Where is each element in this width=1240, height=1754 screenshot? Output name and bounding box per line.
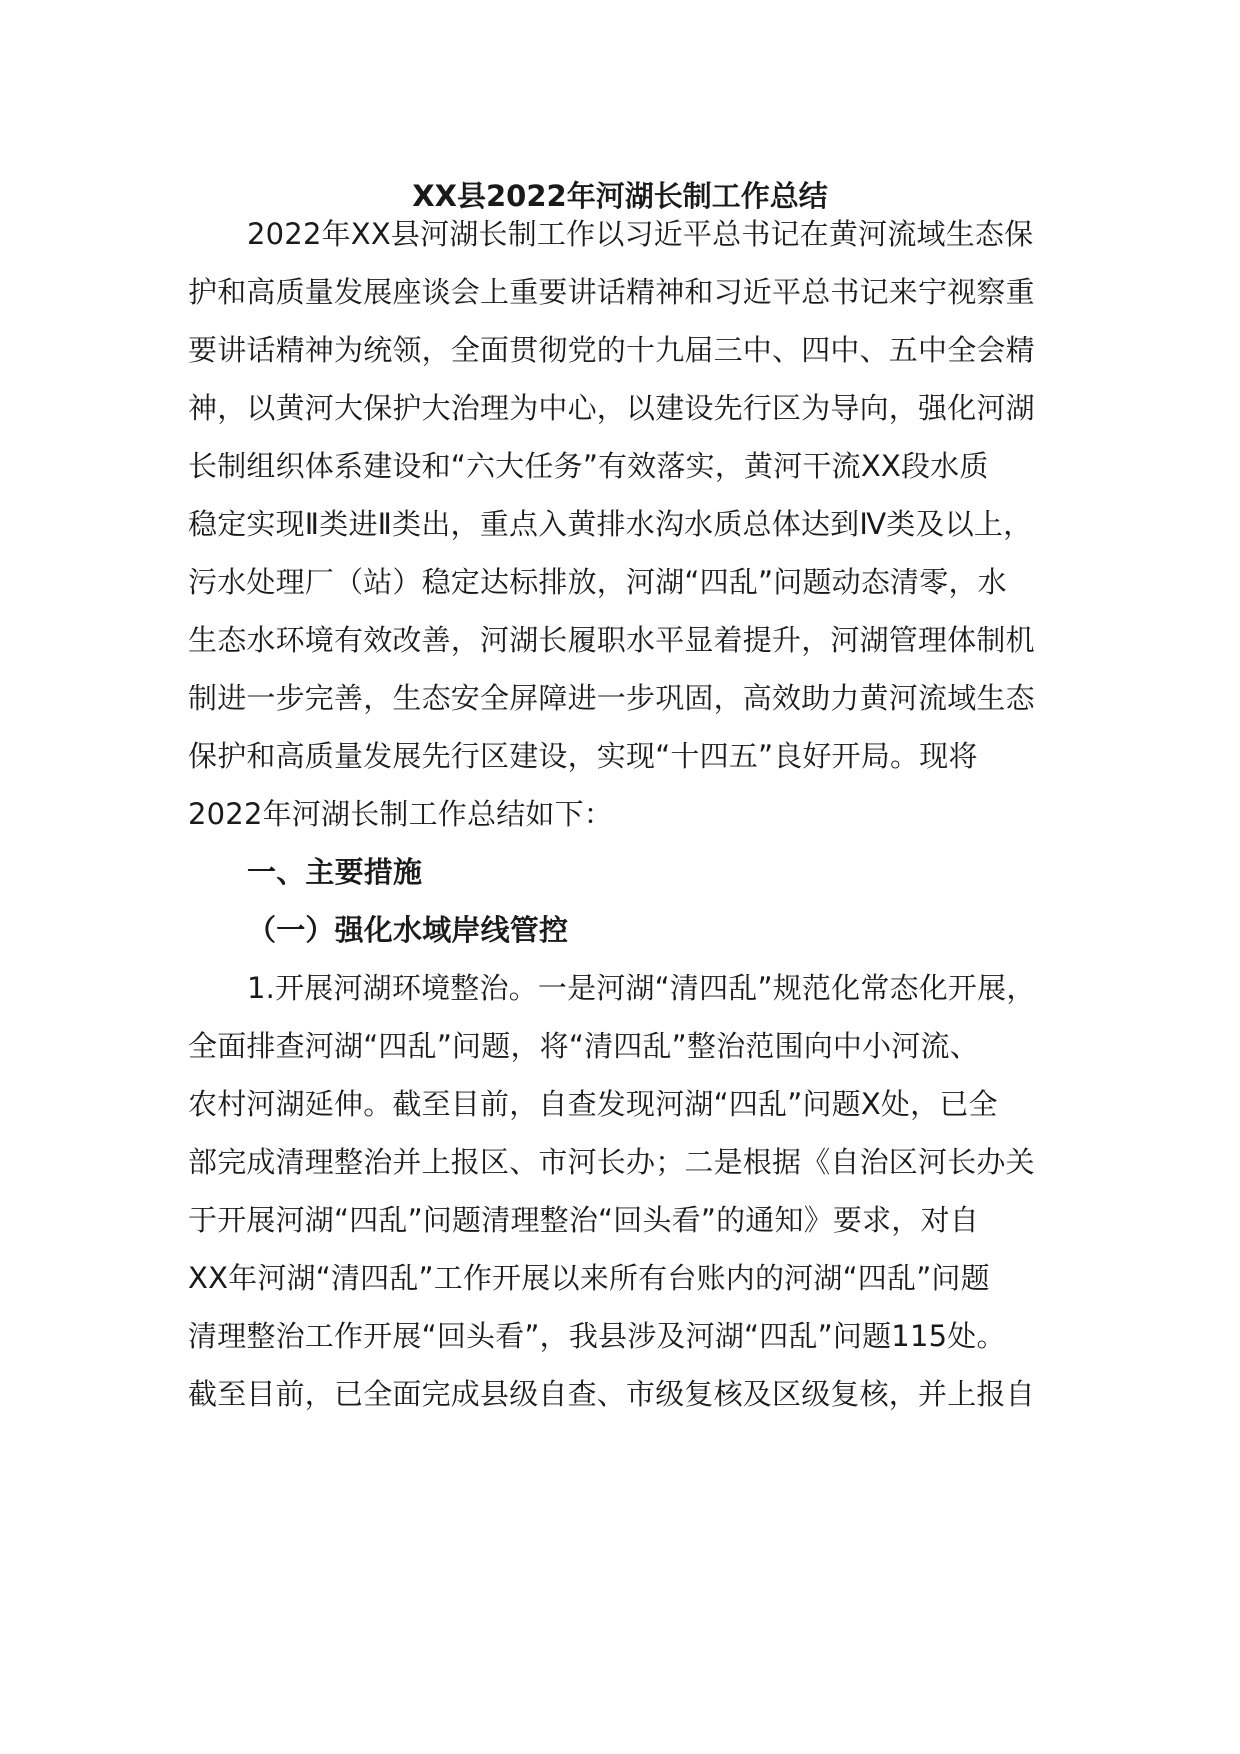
paragraph-line: 农村河湖延伸。截至目前，自查发现河湖“四乱”问题X处，已全	[188, 1087, 998, 1121]
document-title: XX县2022年河湖长制工作总结	[412, 179, 828, 213]
paragraph-line: 稳定实现Ⅱ类进Ⅱ类出，重点入黄排水沟水质总体达到Ⅳ类及以上，	[188, 507, 1033, 541]
paragraph-line: 保护和高质量发展先行区建设，实现“十四五”良好开局。现将	[188, 739, 978, 773]
paragraph-line: 制进一步完善，生态安全屏障进一步巩固，高效助力黄河流域生态	[188, 681, 1035, 715]
paragraph-line: 护和高质量发展座谈会上重要讲话精神和习近平总书记来宁视察重	[188, 275, 1035, 309]
paragraph-line: 1.开展河湖环境整治。一是河湖“清四乱”规范化常态化开展，	[247, 971, 1036, 1005]
paragraph-line: 截至目前，已全面完成县级自查、市级复核及区级复核，并上报自	[188, 1377, 1035, 1411]
paragraph-line: 清理整治工作开展“回头看”，我县涉及河湖“四乱”问题115处。	[188, 1319, 1006, 1353]
paragraph-line: 2022年河湖长制工作总结如下：	[188, 797, 614, 831]
paragraph-line: 于开展河湖“四乱”问题清理整治“回头看”的通知》要求，对自	[188, 1203, 979, 1237]
paragraph-line: 神，以黄河大保护大治理为中心，以建设先行区为导向，强化河湖	[188, 391, 1035, 425]
subsection-heading: （一）强化水域岸线管控	[247, 913, 569, 947]
paragraph-line: 2022年XX县河湖长制工作以习近平总书记在黄河流域生态保	[247, 217, 1034, 251]
paragraph-line: XX年河湖“清四乱”工作开展以来所有台账内的河湖“四乱”问题	[188, 1261, 990, 1295]
paragraph-line: 长制组织体系建设和“六大任务”有效落实，黄河干流XX段水质	[188, 449, 989, 483]
paragraph-line: 要讲话精神为统领，全面贯彻党的十九届三中、四中、五中全会精	[188, 333, 1035, 367]
paragraph-line: 部完成清理整治并上报区、市河长办；二是根据《自治区河长办关	[188, 1145, 1035, 1179]
paragraph-line: 全面排查河湖“四乱”问题，将“清四乱”整治范围向中小河流、	[188, 1029, 979, 1063]
section-heading: 一、主要措施	[247, 855, 423, 889]
paragraph-line: 污水处理厂（站）稳定达标排放，河湖“四乱”问题动态清零，水	[188, 565, 1007, 599]
paragraph-line: 生态水环境有效改善，河湖长履职水平显着提升，河湖管理体制机	[188, 623, 1035, 657]
